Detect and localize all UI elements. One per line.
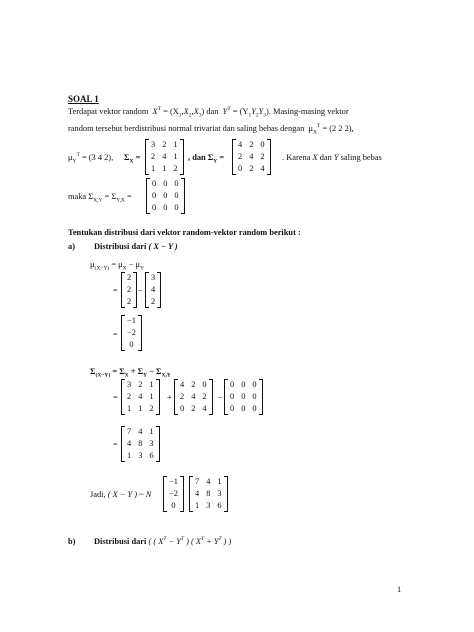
matrix-cell: 4 xyxy=(260,164,265,173)
matrix-cell: −1 xyxy=(127,316,136,325)
matrix-cell: 0 xyxy=(180,404,185,413)
matrix-cell: 2 xyxy=(249,164,254,173)
matrix-cell: 0 xyxy=(174,179,179,188)
matrix-cell: 2 xyxy=(202,392,207,401)
matrix-cell: 1 xyxy=(149,380,154,389)
eq-sign-3: = xyxy=(113,393,118,402)
matrix-cell: 1 xyxy=(149,392,154,401)
matrix-cell: 2 xyxy=(249,140,254,149)
jadi-text: Jadi, ( X − Y ) ~ N xyxy=(90,490,152,499)
sigma-diff-line: $\Sigma_{(X-Y)} = \Sigma_X + \Sigma_Y - \Sigma_{X,Y}$ xyxy=(90,367,171,379)
matrix-cell: 2 xyxy=(162,140,167,149)
zero-matrix-1 xyxy=(146,178,185,214)
matrix-cell: 0 xyxy=(230,404,235,413)
matrix-cell: 0 xyxy=(252,404,257,413)
section-heading: SOAL 1 xyxy=(68,94,99,104)
matrix-cell: 2 xyxy=(127,392,132,401)
matrix-cell: 0 xyxy=(152,203,157,212)
matrix-cell: 0 xyxy=(129,340,134,349)
matrix-cell: 1 xyxy=(217,477,222,486)
matrix-cell: 0 xyxy=(241,404,246,413)
matrix-cell: 3 xyxy=(151,140,156,149)
matrix-cell: 3 xyxy=(149,439,154,448)
part-a-heading: Distribusi dari ( X − Y ) xyxy=(94,242,178,251)
plus-sign: + xyxy=(167,393,172,402)
matrix-cell: 0 xyxy=(163,191,168,200)
matrix-cell: 2 xyxy=(191,380,196,389)
matrix-cell: 0 xyxy=(174,191,179,200)
sigma-y-matrix-2 xyxy=(174,379,213,415)
matrix-cell: 2 xyxy=(127,297,132,306)
eq-sign-1: = xyxy=(113,286,118,295)
matrix-cell: 0 xyxy=(202,380,207,389)
part-b-heading: Distribusi dari ( ( $X^T - Y^T$ ) ( $X^T + Y^T$ ) ) xyxy=(94,536,232,546)
matrix-cell: 4 xyxy=(138,392,143,401)
matrix-cell: 1 xyxy=(173,140,178,149)
matrix-cell: 1 xyxy=(138,404,143,413)
matrix-cell: 0 xyxy=(152,191,157,200)
matrix-cell: 4 xyxy=(191,392,196,401)
matrix-cell: 2 xyxy=(173,164,178,173)
matrix-cell: 1 xyxy=(162,164,167,173)
matrix-cell: 8 xyxy=(206,489,211,498)
matrix-cell: 0 xyxy=(163,203,168,212)
matrix-cell: 4 xyxy=(238,140,243,149)
matrix-cell: 6 xyxy=(149,451,154,460)
matrix-cell: 7 xyxy=(127,427,132,436)
matrix-cell: 2 xyxy=(127,273,132,282)
matrix-cell: 3 xyxy=(217,489,222,498)
matrix-cell: 4 xyxy=(127,439,132,448)
mu-y-vector xyxy=(145,272,161,308)
matrix-cell: 3 xyxy=(151,273,156,282)
matrix-cell: 1 xyxy=(127,404,132,413)
minus-sign-2: − xyxy=(218,393,223,402)
eq-sign-2: = xyxy=(113,330,118,339)
matrix-cell: 1 xyxy=(195,501,200,510)
matrix-cell: 3 xyxy=(138,451,143,460)
matrix-cell: 2 xyxy=(238,152,243,161)
matrix-cell: 0 xyxy=(163,179,168,188)
jadi-cov-matrix xyxy=(189,476,228,512)
matrix-cell: 0 xyxy=(238,164,243,173)
matrix-cell: 2 xyxy=(260,152,265,161)
matrix-cell: 4 xyxy=(206,477,211,486)
part-a-label: a) xyxy=(68,242,75,251)
matrix-cell: 2 xyxy=(127,285,132,294)
matrix-cell: 1 xyxy=(173,152,178,161)
matrix-cell: 3 xyxy=(206,501,211,510)
matrix-cell: 2 xyxy=(151,152,156,161)
matrix-cell: 4 xyxy=(202,404,207,413)
eq-sign-4: = xyxy=(113,440,118,449)
zero-matrix-2 xyxy=(224,379,263,415)
intro-line-2: random tersebut berdistribusi normal trivariat dan saling bebas dengan $\mu_X^T = (2$ 2 2), xyxy=(68,123,354,136)
matrix-cell: 2 xyxy=(138,380,143,389)
matrix-cell: 0 xyxy=(230,380,235,389)
mu-diff-line: $\mu_{(X-Y)} = \mu_X - \mu_Y$ xyxy=(90,260,144,272)
matrix-cell: 4 xyxy=(151,285,156,294)
matrix-cell: 8 xyxy=(138,439,143,448)
karena-text: . Karena X dan Y saling bebas xyxy=(282,153,382,162)
matrix-cell: 6 xyxy=(217,501,222,510)
matrix-cell: 1 xyxy=(127,451,132,460)
matrix-cell: 4 xyxy=(162,152,167,161)
task-text: Tentukan distribusi dari vektor random-vektor random berikut : xyxy=(68,228,301,237)
matrix-cell: −2 xyxy=(169,489,178,498)
matrix-cell: 0 xyxy=(152,179,157,188)
matrix-cell: 2 xyxy=(151,297,156,306)
matrix-cell: 3 xyxy=(127,380,132,389)
sigma-x-matrix-2 xyxy=(121,379,160,415)
intro-line-1: Terdapat vektor random $X^T = (X_1,X_2,X_3)$ dan $Y^T = (Y_1Y_2Y_3)$. Masing-masing vektor xyxy=(68,106,349,119)
matrix-cell: 4 xyxy=(180,380,185,389)
matrix-cell: 2 xyxy=(191,404,196,413)
mu-x-vector xyxy=(121,272,137,308)
matrix-cell: 0 xyxy=(252,380,257,389)
matrix-cell: 4 xyxy=(249,152,254,161)
sigma-y-matrix xyxy=(232,139,271,175)
matrix-cell: 0 xyxy=(252,392,257,401)
part-b-label: b) xyxy=(68,537,76,546)
page-number: 1 xyxy=(397,585,402,594)
matrix-cell: 1 xyxy=(151,164,156,173)
sigma-x-matrix xyxy=(145,139,184,175)
matrix-cell: 0 xyxy=(174,203,179,212)
matrix-cell: −1 xyxy=(169,477,178,486)
mu-y-text: $\mu_Y^T = (3$ 4 2), xyxy=(68,152,114,165)
sigma-y-label: , dan $\Sigma_Y$ = xyxy=(188,153,225,165)
mu-diff-vector xyxy=(121,315,142,351)
matrix-cell: 0 xyxy=(230,392,235,401)
matrix-cell: −2 xyxy=(127,328,136,337)
matrix-cell: 7 xyxy=(195,477,200,486)
sigma-x-label: $\Sigma_X$ = xyxy=(124,153,141,165)
matrix-cell: 0 xyxy=(241,380,246,389)
matrix-cell: 4 xyxy=(195,489,200,498)
minus-sign-1: − xyxy=(138,286,143,295)
sigma-sum-matrix xyxy=(121,426,160,462)
matrix-cell: 2 xyxy=(149,404,154,413)
maka-text: maka $\Sigma_{X,Y} = \Sigma_{Y,X}$ = xyxy=(68,192,132,204)
matrix-cell: 2 xyxy=(180,392,185,401)
jadi-mean-vector xyxy=(163,476,184,512)
matrix-cell: 0 xyxy=(241,392,246,401)
matrix-cell: 0 xyxy=(171,501,176,510)
matrix-cell: 4 xyxy=(138,427,143,436)
matrix-cell: 1 xyxy=(149,427,154,436)
matrix-cell: 0 xyxy=(260,140,265,149)
